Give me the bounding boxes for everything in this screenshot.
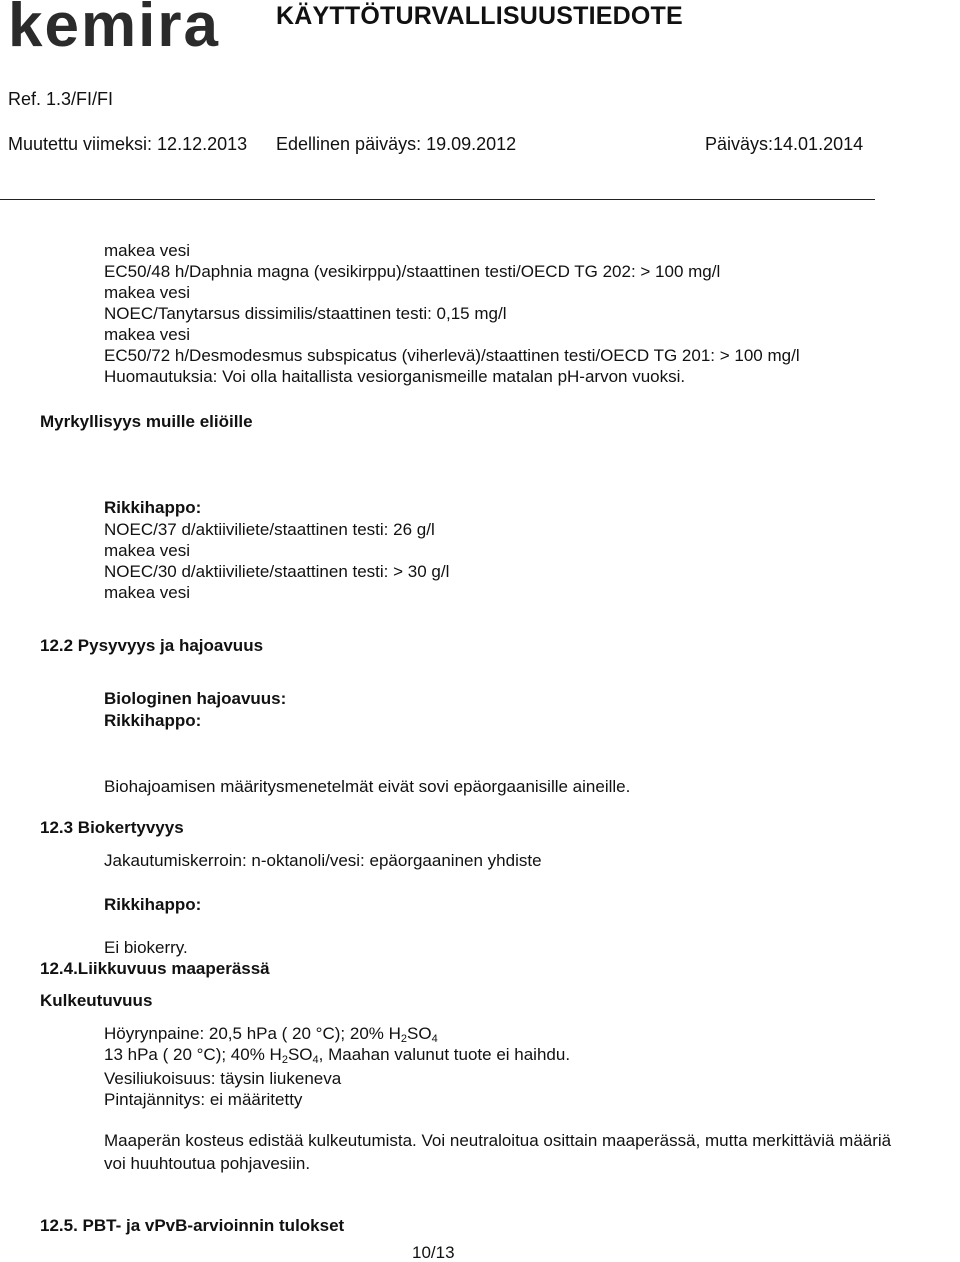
page-number: 10/13 <box>412 1243 455 1262</box>
header-divider <box>0 199 875 200</box>
substance-label: Rikkihappo: <box>104 895 202 914</box>
remarks-line: Huomautuksia: Voi olla haitallista vesiorganismeille matalan pH-arvon vuoksi. <box>104 367 686 386</box>
text-line: makea vesi <box>104 583 190 602</box>
text-line: makea vesi <box>104 541 190 560</box>
text-line: makea vesi <box>104 241 190 260</box>
text-line: Biohajoamisen määritysmenetelmät eivät sovi epäorgaanisille aineille. <box>104 777 631 796</box>
section-heading-12-3: 12.3 Biokertyvyys <box>40 818 184 837</box>
text-line: NOEC/37 d/aktiiviliete/staattinen testi: 26 g/l <box>104 520 435 539</box>
section-heading-12-5: 12.5. PBT- ja vPvB-arvioinnin tulokset <box>40 1216 345 1235</box>
previous-date: Edellinen päiväys: 19.09.2012 <box>276 134 517 154</box>
text-line: EC50/48 h/Daphnia magna (vesikirppu)/staattinen testi/OECD TG 202: > 100 mg/l <box>104 262 721 281</box>
text-line: EC50/72 h/Desmodesmus subspicatus (viherlevä)/staattinen testi/OECD TG 201: > 100 mg/l <box>104 346 800 365</box>
kemira-logo <box>8 0 244 52</box>
vapour-pressure-line-2: 13 hPa ( 20 °C); 40% $H_2SO_4$, Maahan valunut tuote ei haihdu. <box>104 1045 571 1066</box>
reference-number: Ref. 1.3/FI/FI <box>8 89 114 109</box>
substance-label: Rikkihappo: <box>104 498 202 517</box>
text-line: Vesiliukoisuus: täysin liukeneva <box>104 1069 342 1088</box>
text-line: Ei biokerry. <box>104 938 188 957</box>
subheading-mobility: Kulkeutuvuus <box>40 991 153 1010</box>
text-line: makea vesi <box>104 283 190 302</box>
logo-wordmark: kemira <box>8 0 220 52</box>
kemira-logo-graphic <box>8 0 244 52</box>
section-heading-other-organisms: Myrkyllisyys muille eliöille <box>40 412 253 431</box>
text-line: NOEC/30 d/aktiiviliete/staattinen testi: > 30 g/l <box>104 562 450 581</box>
text-line: Jakautumiskerroin: n-oktanoli/vesi: epäorgaaninen yhdiste <box>104 851 542 870</box>
text-line: voi huuhtoutua pohjavesiin. <box>104 1154 311 1173</box>
vapour-pressure-line-1: Höyrynpaine: 20,5 hPa ( 20 °C); 20% $H_2SO_4$ <box>104 1024 438 1045</box>
subheading-biodegradability: Biologinen hajoavuus: <box>104 689 287 708</box>
modified-date: Muutettu viimeksi: 12.12.2013 <box>8 134 248 154</box>
substance-label: Rikkihappo: <box>104 711 202 730</box>
text-line: makea vesi <box>104 325 190 344</box>
section-heading-12-2: 12.2 Pysyvyys ja hajoavuus <box>40 636 264 655</box>
text-line: Maaperän kosteus edistää kulkeutumista. Voi neutraloitua osittain maaperässä, mutta merkittäviä määriä <box>104 1131 892 1150</box>
issue-date: Päiväys:14.01.2014 <box>705 134 864 154</box>
document-title: KÄYTTÖTURVALLISUUSTIEDOTE <box>276 2 683 30</box>
text-line: Pintajännitys: ei määritetty <box>104 1090 303 1109</box>
text-line: NOEC/Tanytarsus dissimilis/staattinen testi: 0,15 mg/l <box>104 304 507 323</box>
section-heading-12-4: 12.4.Liikkuvuus maaperässä <box>40 959 270 978</box>
